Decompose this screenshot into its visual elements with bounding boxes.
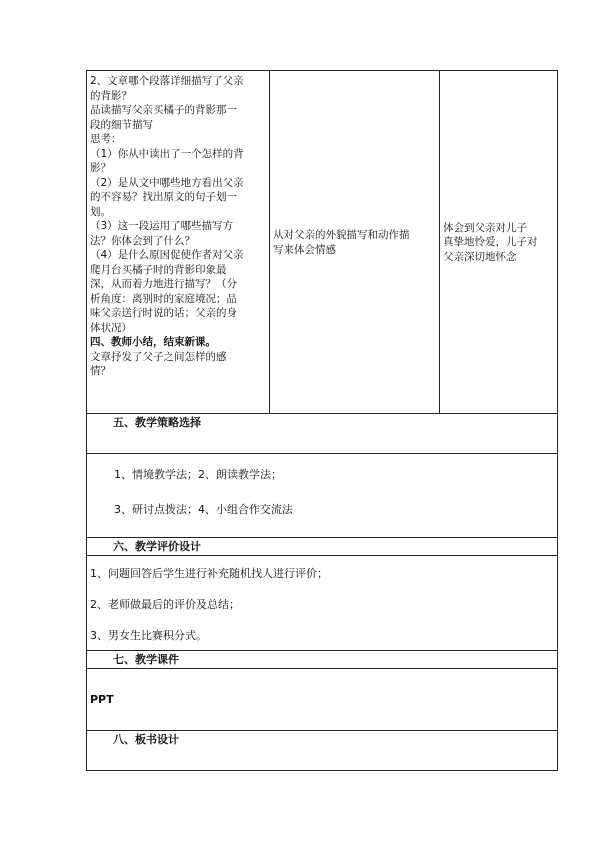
section-title: 五、教学策略选择 (113, 416, 201, 429)
activity-line: 法？你体会到了什么？ (90, 234, 195, 247)
activity-line: 爬月台买橘子时的背影印象最 (90, 263, 227, 276)
activity-line: 析角度：离别时的家庭境况；品 (90, 292, 237, 305)
activity-line: 味父亲送行时说的话；父亲的身 (90, 307, 237, 319)
activity-line: （1）你从中读出了一个怎样的背 (90, 147, 244, 160)
lesson-plan-table (86, 70, 558, 771)
strategy-item: 1、情境教学法；2、朗读教学法； (114, 468, 282, 481)
section-6-content-row (87, 556, 558, 651)
activity-line: 思考： (90, 133, 122, 145)
summary-line: 情？ (90, 365, 111, 377)
courseware-text: PPT (90, 693, 114, 706)
summary-heading: 四、教师小结，结束新课。 (90, 336, 216, 348)
activity-cell (87, 71, 270, 414)
activity-line: （4）是什么原因促使作者对父亲 (90, 249, 244, 261)
summary-line: 文章抒发了父子之间怎样的感 (90, 350, 227, 363)
section-title: 七、教学课件 (113, 653, 179, 666)
section-5-title-row (87, 414, 558, 454)
section-7-title-row (87, 651, 558, 669)
activity-line: 段的细节描写 (90, 118, 153, 131)
activity-line: 2、文章哪个段落详细描写了父亲 (90, 75, 244, 87)
method-line: 写来体会情感 (273, 243, 336, 256)
section-title: 八、板书设计 (113, 733, 179, 746)
activity-line: 划。 (90, 205, 111, 218)
activity-line: 品读描写父亲买橘子的背影那一 (90, 104, 237, 116)
method-cell (270, 71, 440, 414)
teaching-process-row (87, 71, 558, 414)
evaluation-item: 2、老师做最后的评价及总结； (90, 598, 240, 611)
method-line: 从对父亲的外貌描写和动作描 (273, 229, 410, 241)
activity-line: 影？ (90, 162, 111, 174)
activity-line: 深，从而着力地进行描写？（分 (90, 278, 237, 290)
activity-line: 体状况） (90, 321, 132, 334)
activity-line: 的背影？ (90, 89, 132, 102)
section-6-title-row (87, 538, 558, 556)
goal-line: 父亲深切地怀念 (443, 250, 517, 263)
activity-line: （2）是从文中哪些地方看出父亲 (90, 176, 244, 189)
section-title: 六、教学评价设计 (113, 540, 201, 553)
section-7-content-row (87, 669, 558, 731)
goal-cell (440, 71, 558, 414)
goal-line: 体会到父亲对儿子 (443, 221, 527, 234)
goal-line: 真挚地怜爱，儿子对 (443, 236, 538, 249)
section-5-content-row (87, 454, 558, 538)
activity-line: 的不容易？找出原文的句子划一 (90, 191, 237, 203)
evaluation-item: 1、问题回答后学生进行补充随机找人进行评价； (90, 567, 328, 580)
strategy-item: 3、研讨点拨法；4、小组合作交流法 (114, 503, 293, 516)
evaluation-item: 3、男女生比赛积分式。 (90, 629, 207, 642)
activity-line: （3）这一段运用了哪些描写方 (90, 220, 234, 232)
section-8-title-row (87, 731, 558, 771)
